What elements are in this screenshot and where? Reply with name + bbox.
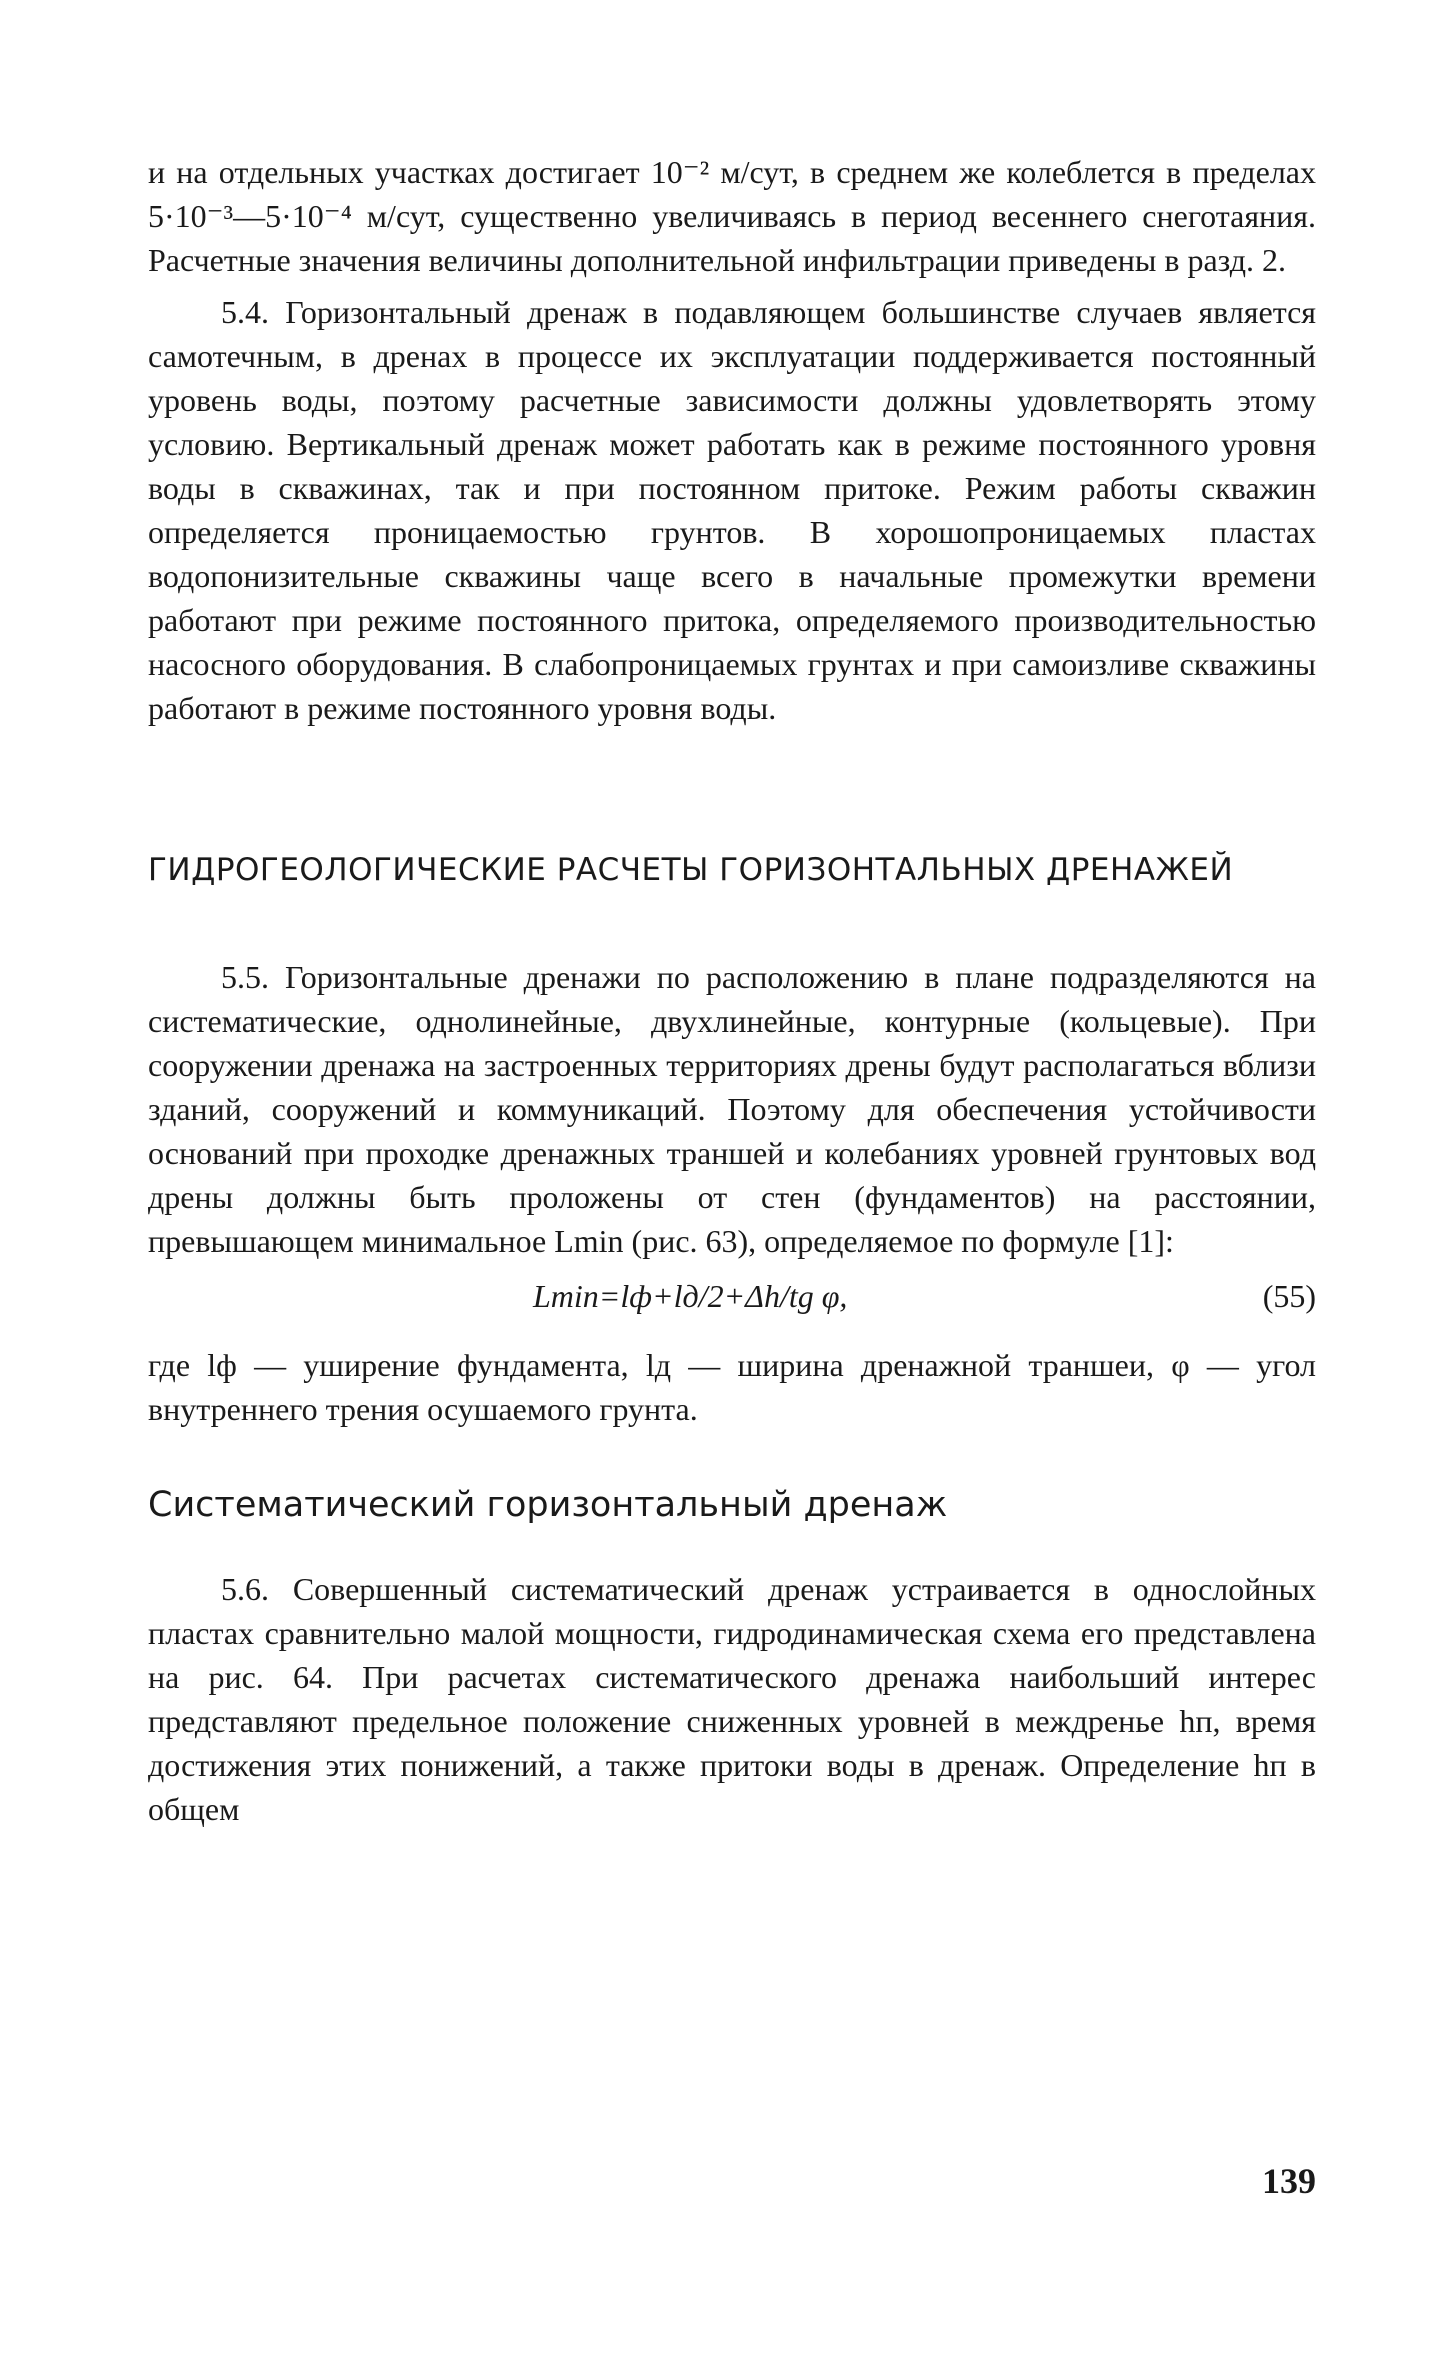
page-body — [148, 150, 1316, 1831]
equation-number: (55) — [1262, 1278, 1316, 1314]
subsection-heading: Систематический горизонтальный дренаж — [148, 1485, 948, 1525]
paragraph-where: где lф — уширение фундамента, lд — ширина дренажной траншеи, φ — угол внутреннего трения осушаемого грунта. — [148, 1347, 1316, 1427]
paragraph-5-5: 5.5. Горизонтальные дренажи по расположению в плане подразделяются на систематические, однолинейные, двухлинейные, контурные (кольцевые). При сооружении дренажа на застроенных территориях дрены будут располагаться вблизи зданий, сооружений и коммуникаций. Поэтому для обеспечения устойчивости оснований при проходке дренажных траншей и колебаниях уровней грунтовых вод дрены должны быть проложены от стен (фундаментов) на расстоянии, превышающем минимальное Lmin (рис. 63), определяемое по формуле [1]: — [148, 959, 1316, 1259]
paragraph-5-4: 5.4. Горизонтальный дренаж в подавляющем большинстве случаев является самотечным, в дренах в процессе их эксплуатации поддерживается постоянный уровень воды, поэтому расчетные зависимости должны удовлетворять этому условию. Вертикальный дренаж может работать как в режиме постоянного уровня воды в скважинах, так и при постоянном притоке. Режим работы скважин определяется проницаемостью грунтов. В хорошопроницаемых пластах водопонизительные скважины чаще всего в начальные промежутки времени работают при режиме постоянного притока, определяемого производительностью насосного оборудования. В слабопроницаемых грунтах и при самоизливе скважины работают в режиме постоянного уровня воды. — [148, 294, 1316, 726]
formula-expression: Lmin=lф+lд/2+Δh/tg φ, — [533, 1278, 848, 1314]
section-heading: ГИДРОГЕОЛОГИЧЕСКИЕ РАСЧЕТЫ ГОРИЗОНТАЛЬНЫХ ДРЕНАЖЕЙ — [148, 852, 1234, 888]
paragraph-continuation: и на отдельных участках достигает 10⁻² м/сут, в среднем же колеблется в пределах 5·10⁻³—5·10⁻⁴ м/сут, существенно увеличиваясь в период весеннего снеготаяния. Расчетные значения величины дополнительной инфильтрации приведены в разд. 2. — [148, 154, 1316, 278]
page-number: 139 — [1262, 2161, 1316, 2201]
paragraph-5-6: 5.6. Совершенный систематический дренаж устраивается в однослойных пластах сравнительно малой мощности, гидродинамическая схема его представлена на рис. 64. При расчетах систематического дренажа наибольший интерес представляют предельное положение сниженных уровней в междренье hп, время достижения этих понижений, а также притоки воды в дренаж. Определение hп в общем — [148, 1571, 1316, 1827]
formula-55 — [148, 1271, 1316, 1321]
